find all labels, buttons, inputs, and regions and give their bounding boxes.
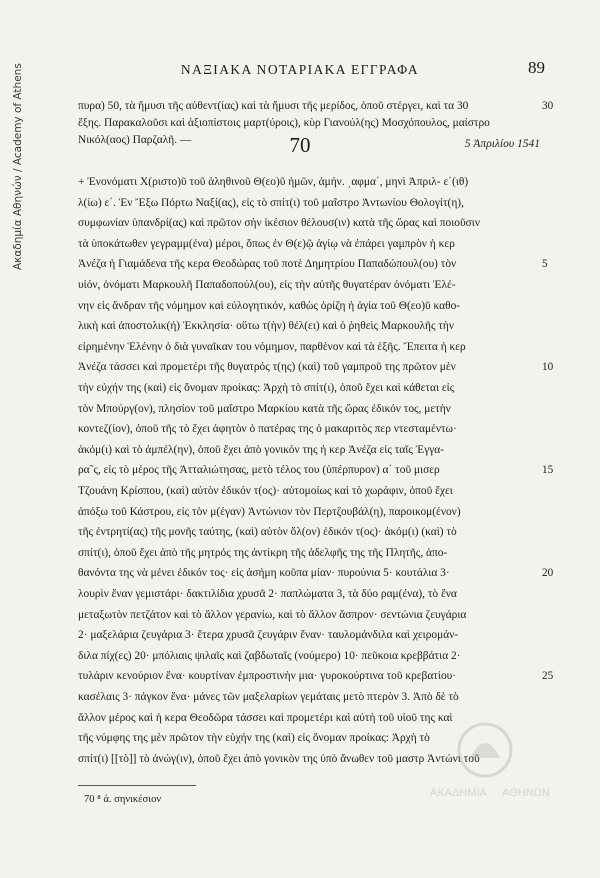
- intro-line: Νικόλ(αος) Παρζαλῆ. —: [78, 134, 192, 146]
- body-line: 2· μαξελάρια ζευγάρια 3· ἕτερα χρυσᾶ ζευγάριν ἕναν· ταυλομάνδιλα καὶ χειρομάν-: [78, 629, 459, 642]
- margin-line-number: 25: [542, 670, 554, 683]
- body-line: + Ἐνονόματι Χ(ριστο)ῦ τοῦ ἀληθινοῦ Θ(εο)ῦ ἡμῶν, ἀμήν. ͵αφμα΄, μηνὶ Ἀπριλ- ε΄(ιθ): [78, 176, 469, 188]
- body-line: λικὴ καὶ ἀποστολικ(ή) Ἐκκλησία· οὕτω τ(ὴν) θέλ(ει) καὶ ὁ ῥηθεὶς Μαρκουλῆς τὴν: [78, 320, 455, 333]
- body-line: νην εἰς ἄνδραν τῆς νόμημον καὶ εὐλογητικόν, καθὼς ὁρίζη ἡ ἁγία τοῦ Θ(εο)ῦ καθο-: [78, 299, 461, 312]
- document-date: 5 Ἀπριλίου 1541: [464, 138, 540, 150]
- academy-watermark: [410, 718, 560, 808]
- body-line: ἀκόμ(ι) καὶ τὸ ἀμπέλ(ην), ὁποῦ ἔχει ἀπὸ γονικόν της ἡ κερ Ἀνέζα εἰς ταῖς Ἐγγα-: [78, 443, 445, 456]
- body-line: κοντεζ(ίον), ὁποῦ τῆς τὸ ἔχει ἀφητὸν ὁ πατέρας της ὁ μακαριτὸς περ ντεσταμέντω·: [78, 423, 457, 436]
- body-line: τῆς ἐντρητί(ας) τῆς μονῆς ταύτης, (καὶ) αὐτὸν ὅλ(ον) ἐδικόν τ(ος)· ἀκόμ(ι) (καὶ) τὸ: [78, 526, 457, 539]
- intro-line-number: 30: [542, 100, 554, 112]
- page-number: 89: [528, 58, 545, 77]
- margin-line-number: 20: [542, 567, 554, 580]
- page-header: [55, 58, 545, 82]
- body-line: θανόντα της νὰ μένει ἐδικόν τος· εἰς ἀσήμη κοῦπα μίαν· πυρούνια 5· κουτάλια 3·: [78, 567, 450, 580]
- body-line: κασέλαις 3· πάγκον ἕνα· μάνες τῶν μαξελαρίων γεμάταις μετὸ πτερὸν 3. Ἀπὸ δὲ τὸ: [78, 691, 459, 703]
- body-line: ἄλλον μέρος καὶ ἡ κερα Θεοδῶρα τάσσει καὶ προμετέρι καὶ αὐτὴ τοῦ υἱοῦ της καὶ: [78, 711, 453, 724]
- body-line: τῆς νύμφης της μὲν πρῶτον τὴν εὐχήν της (καὶ) εἰς ὄνομαν προίκας: Ἀρχὴ τὸ: [78, 732, 430, 745]
- margin-line-number: 5: [542, 258, 548, 271]
- body-line: τὰ ὑποκάτωθεν γεγραμμ(ένα) μέροι, ὅπως ἐν Θ(ε)ῷ ἁγίῳ νὰ ἐπάρει γαμπρὸν ἡ κερ: [78, 237, 455, 250]
- body-line: σπίτ(ι) [[τὸ]] τὸ ἀνώγ(ιν), ὁποῦ ἔχει ἀπὸ γονικὸν της ὑπὸ ἄνωθεν τοῦ μαστρ Ἀντώνι τοῦ: [78, 752, 480, 765]
- body-line: εἰρημένην Ἑλένην ὁ διὰ γυναῖκαν του νόμημον, παρθένον καὶ τὰ ἑξῆς. Ἔπειτα ἡ κερ: [78, 340, 466, 353]
- body-line: λουρὶν ἕναν γεμιστάρι· δακτιλίδια χρυσᾶ 2· παπλώματα 3, τὰ δύο ραμ(ένα), τὸ ἕνα: [78, 588, 457, 600]
- body-line: λ(ίω) ε΄. Ἐν Ἔξω Πόρτω Ναξί(ας), εἰς τὸ σπίτ(ι) τοῦ μαΐστρο Ἀντωνίου Θολογίτ(η),: [78, 196, 464, 209]
- footnote: 70 ⁸ ἀ. σηνικέσιον: [84, 794, 162, 805]
- body-line: ἀπόξω τοῦ Κάστρου, εἰς τὸν μ(έγαν) Ἀντώνιον τὸν Περτζουβάλ(η), παροικομ(ένον): [78, 505, 461, 518]
- body-line: τὸν Μπούργ(ον), πλησίον τοῦ μαΐστρο Μαρκίου κατὰ τῆς ὥρας ἐδικόν τος, μετὴν: [78, 402, 451, 415]
- body-line: ρα῀ς, εἰς τὸ μέρος τῆς Ἀτταλιώτησας, μετὸ τέλος του (ὑπέρπυρον) α΄ τοῦ μισερ: [78, 464, 440, 477]
- watermark-right-text: ΑΘΗΝΩΝ: [502, 787, 550, 799]
- body-line: συμφωνίαν ὑπανδρί(ας) καὶ πρῶτον σὴν ἱκέσιον θέλουσ(ιν) κατὰ τῆς ὥρας καὶ ποιοῦσιν: [78, 217, 480, 230]
- watermark-left-text: ΑΚΑΔΗΜΙΑ: [430, 787, 487, 799]
- side-credit-text: Ακαδημία Αθηνών / Academy of Athens: [12, 63, 24, 270]
- body-line: μεταξωτὸν πετζάτον καὶ τὸ ἄλλον γερανίω, καὶ τὸ ἄλλον ἄσπρον· σεντώνια ζευγάρια: [78, 608, 467, 621]
- body-line: Ἀνέζα ἡ Γιαμάδενα τῆς κερα Θεοδώρας τοῦ ποτὲ Δημητρίου Παπαδώπουλ(ου) τὸν: [78, 258, 457, 271]
- intro-line: πυρα) 50, τὰ ἥμυσι τῆς αὐθεντ(ίας) καὶ τὰ ἥμυσι τῆς μερίδος, ὁποῦ στέργει, καὶ τα 30: [78, 100, 469, 112]
- margin-line-number: 15: [542, 464, 554, 477]
- margin-line-number: 10: [542, 361, 554, 374]
- footnote-rule: [78, 785, 196, 786]
- body-line: Ἀνέζα τάσσει καὶ προμετέρι τῆς θυγατρός τ(ης) (καὶ) τοῦ γαμπροῦ της πρῶτον μὲν: [78, 361, 456, 374]
- body-line: διλα πίχ(ες) 20· μπόλιαις ψιλαῖς καὶ ζαβδωταῖς (νούμερο) 10· πεῦκοια κρεββάτια 2·: [78, 649, 461, 662]
- body-line: τὴν εὐχήν της (καὶ) εἰς ὄνομαν προίκας: Ἀρχὴ τὸ σπίτ(ι), ὁποῦ ἔχει καὶ κάθεται εἰς: [78, 382, 455, 394]
- document-number: 70: [289, 133, 311, 157]
- body-line: υἱόν, ὀνόματι Μαρκουλῆ Παπαδοπούλ(ου), εἰς τὴν αὐτῆς θυγατέραν ὀνόματι Ἑλέ-: [78, 279, 456, 291]
- body-line: σπίτ(ι), ὁποῦ ἔχει ἀπὸ τῆς μητρός της ἀντίκρη τῆς ἀδελφῆς της τῆς Πλητῆς, ἀπο-: [78, 546, 448, 559]
- running-title: ΝΑΞΙΑΚΑ ΝΟΤΑΡΙΑΚΑ ΕΓΓΡΑΦΑ: [180, 62, 420, 77]
- body-line: τυλάριν κενούριον ἕνα· κουρτίναν ἐμπροστινὴν μια· γυροκούρτινα τοῦ κρεβατίου·: [78, 670, 457, 683]
- intro-line: ἔξης. Παρακαλοῦσι καὶ ἀξιοπίστοις μαρτ(ύροις), κὺρ Γιανούλ(ης) Μοσχόπουλος, μαίστρο: [78, 117, 490, 129]
- body-line: Τζουάνη Κρίσπου, (καὶ) αὐτὸν ἐδικόν τ(ος)· αὐτομοίως καὶ τὸ χωράφιν, ὁποῦ ἔχει: [78, 485, 453, 497]
